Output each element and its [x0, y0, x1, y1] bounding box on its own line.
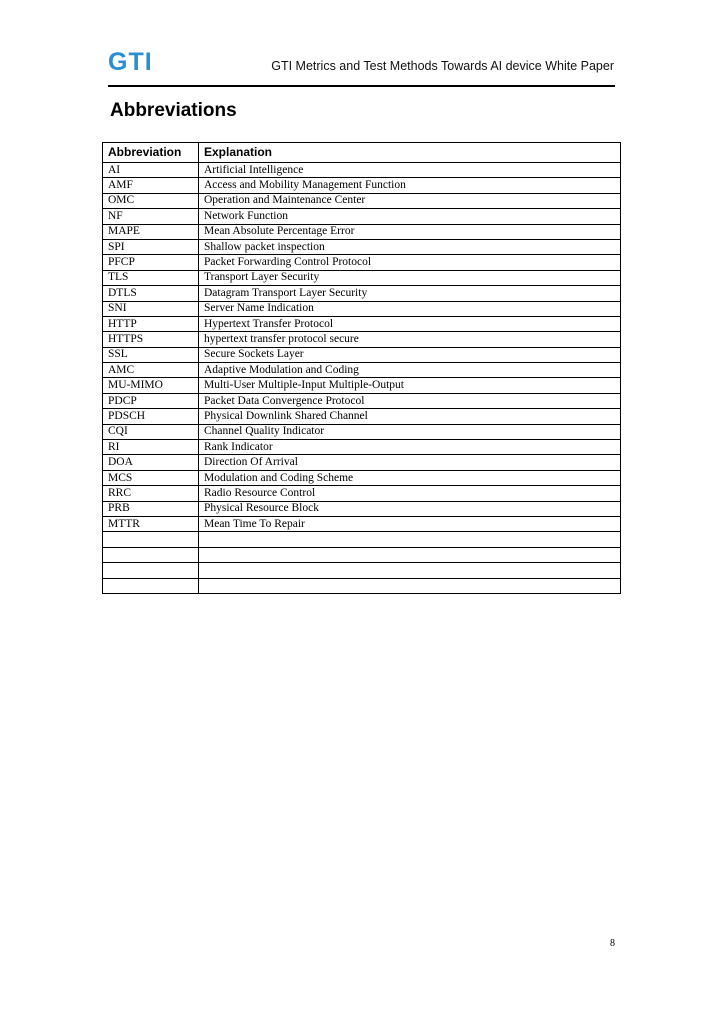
- abbreviation-cell: AMF: [103, 178, 199, 193]
- table-row: [103, 578, 621, 593]
- abbreviation-cell: SNI: [103, 301, 199, 316]
- table-row: [103, 378, 621, 393]
- column-header-explanation: Explanation: [199, 143, 621, 163]
- explanation-cell: Mean Absolute Percentage Error: [199, 224, 621, 239]
- abbreviation-cell: RI: [103, 440, 199, 455]
- table-row: [103, 486, 621, 501]
- abbreviation-cell: HTTPS: [103, 332, 199, 347]
- abbreviation-cell: CQI: [103, 424, 199, 439]
- abbreviation-cell: HTTP: [103, 316, 199, 331]
- header-divider: [108, 85, 615, 87]
- table-row: [103, 316, 621, 331]
- explanation-cell: Modulation and Coding Scheme: [199, 470, 621, 485]
- abbreviation-cell: DTLS: [103, 286, 199, 301]
- abbreviation-cell: NF: [103, 209, 199, 224]
- table-row: [103, 286, 621, 301]
- table-row: [103, 255, 621, 270]
- explanation-cell: Network Function: [199, 209, 621, 224]
- abbreviation-cell: PRB: [103, 501, 199, 516]
- abbreviation-cell: [103, 563, 199, 578]
- abbreviation-cell: PFCP: [103, 255, 199, 270]
- table-row: [103, 239, 621, 254]
- abbreviation-cell: DOA: [103, 455, 199, 470]
- explanation-cell: Multi-User Multiple-Input Multiple-Output: [199, 378, 621, 393]
- table-row: [103, 455, 621, 470]
- abbreviation-cell: PDSCH: [103, 409, 199, 424]
- explanation-cell: Physical Resource Block: [199, 501, 621, 516]
- abbreviation-cell: AI: [103, 163, 199, 178]
- explanation-cell: Mean Time To Repair: [199, 516, 621, 531]
- table-row: [103, 363, 621, 378]
- table-row: [103, 209, 621, 224]
- abbreviation-cell: OMC: [103, 193, 199, 208]
- explanation-cell: Transport Layer Security: [199, 270, 621, 285]
- table-body: [103, 163, 621, 594]
- explanation-cell: Physical Downlink Shared Channel: [199, 409, 621, 424]
- explanation-cell: Rank Indicator: [199, 440, 621, 455]
- table-row: [103, 163, 621, 178]
- table-row: [103, 501, 621, 516]
- table-row: [103, 332, 621, 347]
- abbreviation-cell: SPI: [103, 239, 199, 254]
- table-row: [103, 409, 621, 424]
- table-row: [103, 393, 621, 408]
- table-row: [103, 440, 621, 455]
- gti-logo: GTI: [108, 48, 153, 76]
- abbreviation-cell: MTTR: [103, 516, 199, 531]
- section-title: Abbreviations: [110, 100, 237, 121]
- table-row: [103, 224, 621, 239]
- abbreviation-cell: TLS: [103, 270, 199, 285]
- abbreviation-cell: PDCP: [103, 393, 199, 408]
- explanation-cell: Channel Quality Indicator: [199, 424, 621, 439]
- abbreviation-cell: MU-MIMO: [103, 378, 199, 393]
- abbreviation-cell: MCS: [103, 470, 199, 485]
- explanation-cell: Datagram Transport Layer Security: [199, 286, 621, 301]
- table-row: [103, 178, 621, 193]
- table-row: [103, 424, 621, 439]
- abbreviation-cell: [103, 547, 199, 562]
- explanation-cell: Artificial Intelligence: [199, 163, 621, 178]
- table-row: [103, 532, 621, 547]
- explanation-cell: Secure Sockets Layer: [199, 347, 621, 362]
- table-row: [103, 563, 621, 578]
- table-row: [103, 347, 621, 362]
- table-row: [103, 301, 621, 316]
- explanation-cell: Packet Forwarding Control Protocol: [199, 255, 621, 270]
- table-row: [103, 516, 621, 531]
- explanation-cell: Direction Of Arrival: [199, 455, 621, 470]
- table-row: [103, 470, 621, 485]
- explanation-cell: [199, 563, 621, 578]
- explanation-cell: [199, 532, 621, 547]
- explanation-cell: Packet Data Convergence Protocol: [199, 393, 621, 408]
- explanation-cell: Access and Mobility Management Function: [199, 178, 621, 193]
- page-number: 8: [610, 938, 615, 949]
- header-title: GTI Metrics and Test Methods Towards AI device White Paper: [271, 59, 614, 73]
- abbreviation-cell: MAPE: [103, 224, 199, 239]
- abbreviation-cell: RRC: [103, 486, 199, 501]
- abbreviation-cell: SSL: [103, 347, 199, 362]
- explanation-cell: Operation and Maintenance Center: [199, 193, 621, 208]
- abbreviation-cell: [103, 532, 199, 547]
- table-header-row: [103, 143, 621, 163]
- explanation-cell: Adaptive Modulation and Coding: [199, 363, 621, 378]
- explanation-cell: Server Name Indication: [199, 301, 621, 316]
- abbreviation-cell: [103, 578, 199, 593]
- column-header-abbreviation: Abbreviation: [103, 143, 199, 163]
- explanation-cell: Radio Resource Control: [199, 486, 621, 501]
- table-row: [103, 270, 621, 285]
- explanation-cell: Shallow packet inspection: [199, 239, 621, 254]
- explanation-cell: hypertext transfer protocol secure: [199, 332, 621, 347]
- explanation-cell: [199, 547, 621, 562]
- explanation-cell: [199, 578, 621, 593]
- table-row: [103, 547, 621, 562]
- abbreviation-cell: AMC: [103, 363, 199, 378]
- table-row: [103, 193, 621, 208]
- abbreviations-table: [102, 142, 621, 594]
- explanation-cell: Hypertext Transfer Protocol: [199, 316, 621, 331]
